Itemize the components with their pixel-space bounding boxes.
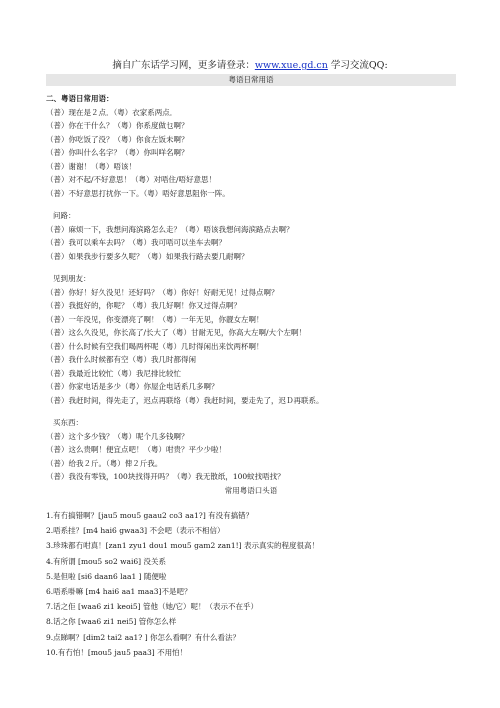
list-item: （普）这么贵啊！便宜点吧！（粤）咁贵？平少少啦！: [46, 445, 226, 454]
list-item: 3.珍珠都冇咁真！[zan1 zyu1 dou1 mou5 gam2 zan1!] 表示真实的程度很高！: [46, 541, 319, 551]
shopping-section: [46, 416, 466, 484]
list-item: 7.话之佢 [waa6 zi1 keoi5] 管他（她/它）呢！（表示不在乎）: [46, 602, 258, 612]
list-item: （普）你叫什么名字？（粤）你叫咩名啊？: [46, 148, 189, 157]
list-item: （普）我挺好的，你呢？（粤）我几好啊！你又过得点啊？: [46, 301, 241, 310]
document-content: [46, 92, 466, 660]
list-item: 5.是但啦 [si6 daan6 laa1 ] 随便啦: [46, 571, 167, 581]
website-link[interactable]: www.xue.gd.cn: [254, 60, 328, 71]
list-item: （普）你好！好久没见！还好吗？（粤）你好！好耐无见！过得点啊？: [46, 287, 279, 297]
asking-way-section: [46, 209, 466, 263]
list-item: （普）如果我步行要多久呢？（粤）如果我行路去要几耐啊？: [46, 251, 249, 261]
list-item: （普）现在是２点．（粤）衣家系两点．: [46, 107, 178, 117]
list-item: （普）我什么时候都有空（粤）我几时都得闲: [46, 355, 196, 364]
list-item: （普）你在干什么？（粤）你系度做乜啊？: [46, 121, 189, 130]
greetings-list: [46, 106, 466, 201]
list-item: （普）一年没见，你变漂亮了啊！（粤）一年无见，你靓女左啊！: [46, 314, 264, 324]
list-item: （普）我没有零钱，100块找得开吗？（粤）我无散纸，100蚊找唔找？: [46, 472, 285, 481]
header-prefix: 摘自广东话学习网，更多请登录：: [112, 60, 255, 71]
meeting-friends-section: [46, 272, 466, 407]
section-title: 二、粤语日常用语：: [46, 94, 114, 103]
list-item: 10.有冇怕！[mou5 jau5 paa3] 不用怕！: [46, 647, 188, 657]
subsection-heading: 问路：: [53, 211, 76, 220]
list-item: （普）给我２斤。（粤）俾２斤我。: [46, 458, 163, 468]
list-item: （普）麻烦一下，我想问海滨路怎么走？（粤）唔该我想问海滨路点去啊？: [46, 224, 294, 234]
list-item: （普）谢谢！（粤）唔该！: [46, 161, 136, 171]
list-item: （普）不好意思打扰你一下。（粤）唔好意思阻你一阵。: [46, 188, 230, 198]
list-item: （普）我最近比较忙（粤）我尼排比较忙: [46, 368, 181, 378]
list-item: （普）这么久没见，你长高了/长大了（粤）甘耐无见，你高大左啊/大个左啊！: [46, 328, 307, 337]
header-suffix: 学习交流QQ:: [327, 60, 388, 71]
list-item: 2.唔系挂？[m4 hai6 gwaa3] 不会吧（表示不相信）: [46, 526, 225, 536]
section-title-band: 粤语日常用语: [46, 74, 456, 86]
list-item: 8.话之你 [waa6 zi1 nei5] 管你怎么样: [46, 617, 177, 627]
list-item: 1.有冇搞错啊？[jau5 mou5 gaau2 co3 aa1?] 有没有搞错？: [46, 511, 254, 520]
document-header: [0, 59, 500, 72]
list-item: （普）你家电话是多少（粤）你屋企电话系几多啊？: [46, 382, 219, 391]
phrases-list: [46, 508, 466, 660]
phrases-title: 常用粤语口头语: [224, 485, 278, 495]
list-item: （普）我赶时间，得先走了，迟点再联络（粤）我赶时间，要走先了，迟Ｄ再联系。: [46, 395, 324, 405]
subsection-heading: 买东西：: [53, 418, 83, 427]
list-item: 9.点睇啊？[dim2 tai2 aa1? ] 你怎么看啊？有什么看法？: [46, 632, 241, 642]
list-item: （普）你吃饭了没？（粤）你食左饭未啊？: [46, 134, 189, 144]
subsection-heading: 见到朋友：: [53, 274, 91, 283]
list-item: 4.有所谓 [mou5 so2 wai6] 没关系: [46, 556, 166, 566]
list-item: （普）对不起/不好意思！（粤）对唔住/唔好意思！: [46, 175, 217, 184]
list-item: （普）我可以乘车去吗？（粤）我可唔可以坐车去啊？: [46, 238, 226, 247]
list-item: （普）什么时候有空我们喝两杯呢（粤）几时得闲出来饮两杯啊！: [46, 341, 264, 351]
list-item: 6.唔系啩嘛 [m4 hai6 aa1 maa3]不是吧？: [46, 586, 192, 596]
list-item: （普）这个多少钱？（粤）呢个几多钱啊？: [46, 431, 189, 441]
